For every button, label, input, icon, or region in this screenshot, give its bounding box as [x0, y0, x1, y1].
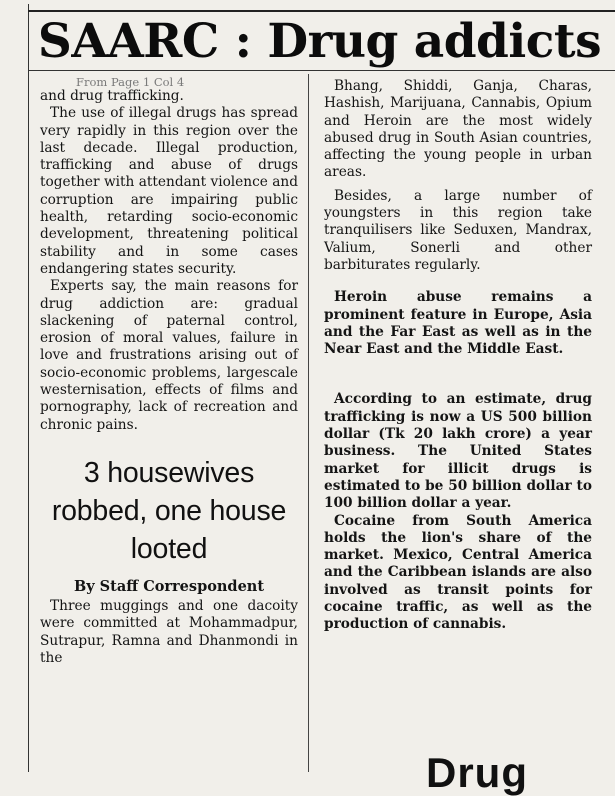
- article-paragraph: The use of illegal drugs has spread very rapidly in this region over the last decade. Illegal production, trafficking and abuse of drugs together with attendant violence and corruption are impairing public health, retarding socio-economic development, threatening political stability and in some cases endangering states security.: [40, 105, 298, 277]
- main-headline: SAARC : Drug addicts: [37, 14, 602, 69]
- article-paragraph: and drug trafficking.: [40, 88, 184, 104]
- second-story-headline: 3 housewives robbed, one house looted: [51, 456, 287, 565]
- left-column: [40, 74, 298, 667]
- jump-line: From Page 1 Col 4: [76, 75, 185, 89]
- article-paragraph: Three muggings and one dacoity were committed at Mohammadpur, Sutrapur, Ramna and Dhanmondi in the: [40, 597, 298, 666]
- article-paragraph: Bhang, Shiddi, Ganja, Charas, Hashish, Marijuana, Cannabis, Opium and Heroin are the most widely abused drug in South Asian countries, affecting the young people in urban areas.: [324, 78, 592, 181]
- right-column: [324, 74, 592, 634]
- column-divider: [308, 74, 309, 772]
- article-paragraph: Experts say, the main reasons for drug addiction are: gradual slackening of paternal control, erosion of moral values, failure in love and frustrations arising out of socio-economic problems, largescale westernisation, effects of films and pornography, lack of recreation and chronic pains.: [40, 278, 298, 433]
- headline-rule: [28, 70, 615, 71]
- article-paragraph: Besides, a large number of youngsters in this region take tranquilisers like Seduxen, Mandrax, Valium, Sonerli and other barbiturates regularly.: [324, 187, 592, 273]
- article-paragraph: Cocaine from South America holds the lion's share of the market. Mexico, Central America and the Caribbean islands are also involved as transit points for cocaine traffic, as well as the production of cannabis.: [324, 512, 592, 633]
- left-border-rule: [28, 4, 29, 772]
- cutoff-headline: Drug: [426, 749, 528, 796]
- article-paragraph: Heroin abuse remains a prominent feature in Europe, Asia and the Far East as well as in the Near East and the Middle East.: [324, 289, 592, 358]
- byline: By Staff Correspondent: [73, 577, 265, 595]
- article-paragraph: According to an estimate, drug trafficking is now a US 500 billion dollar (Tk 20 lakh crore) a year business. The United States market for illicit drugs is estimated to be 50 billion dollar to 100 billion dollar a year.: [324, 391, 592, 512]
